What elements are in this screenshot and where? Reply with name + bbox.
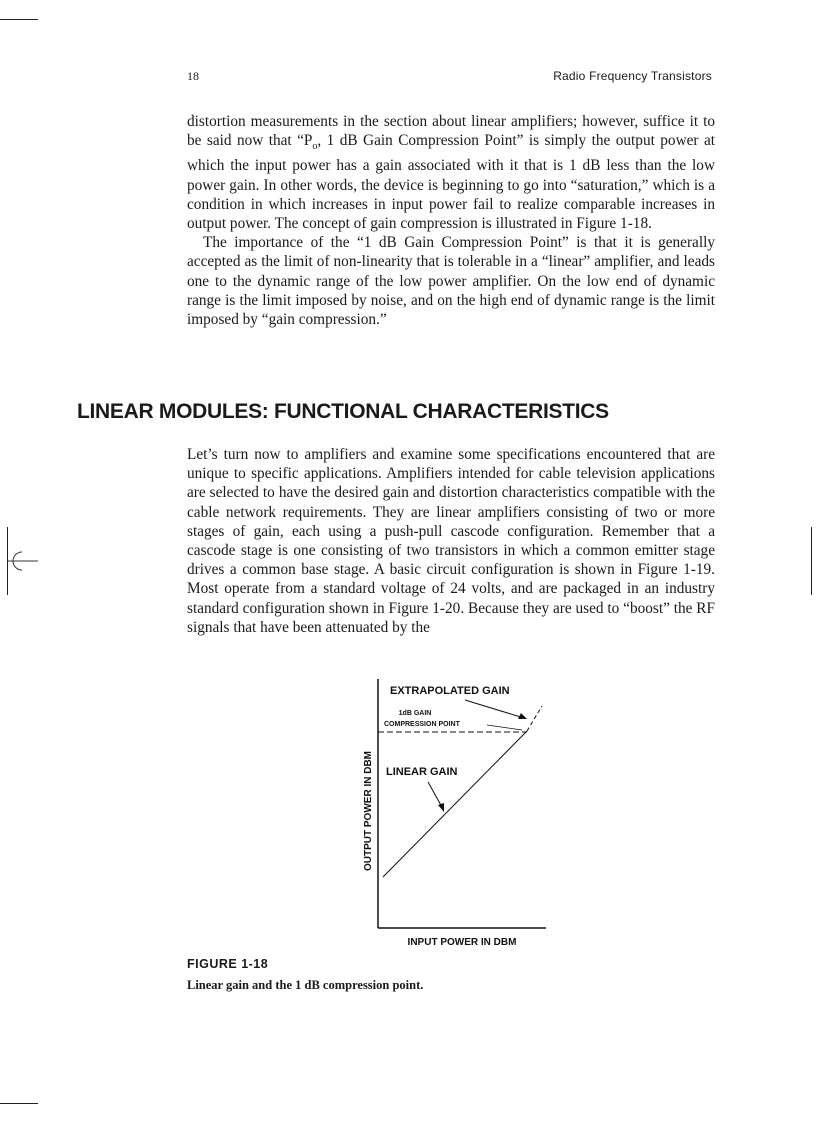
gain-compression-chart — [355, 676, 555, 952]
crop-mark-top-left — [0, 19, 38, 20]
figure-1-18 — [355, 676, 555, 952]
body-text-top — [187, 112, 715, 329]
crop-mark-bottom-left — [0, 1103, 38, 1104]
x-axis-label: INPUT POWER IN DBM — [407, 937, 517, 948]
arrow-linear-gain — [428, 782, 442, 807]
arrowhead-extrapolated-gain — [518, 713, 527, 719]
annotation-compression-line2: COMPRESSION POINT — [384, 721, 460, 728]
series-extrapolated-gain — [527, 706, 542, 731]
annotation-compression-line1: 1dB GAIN — [398, 710, 432, 717]
y-axis-label: OUTPUT POWER IN DBM — [363, 751, 374, 871]
arrow-extrapolated-gain — [465, 700, 524, 718]
arrow-compression-point — [487, 725, 522, 730]
paragraph: distortion measurements in the section about linear amplifiers; however, suffice it to be said now that “$P_o$, 1 dB Gain Compression Point” is simply the output power at which the input power has a gain associated with it that is 1 dB less than the low power gain. In other words, the device is beginning to go into “saturation,” which is a condition in which increases in input power fail to realize comparable increases in output power. The concept of gain compression is illustrated in Figure 1-18. — [187, 113, 715, 233]
running-title: Radio Frequency Transistors — [553, 69, 712, 83]
figure-label: FIGURE 1-18 — [187, 957, 269, 971]
crop-mark-right-edge — [811, 527, 812, 595]
section-heading: LINEAR MODULES: FUNCTIONAL CHARACTERISTICS — [77, 400, 609, 423]
series-linear-gain — [383, 731, 527, 877]
figure-caption: Linear gain and the 1 dB compression point. — [187, 978, 424, 992]
paragraph: Let’s turn now to amplifiers and examine some specifications encountered that are unique to specific applications. Amplifiers intended for cable television applications are selected to have the desired gain and distortion characteristics compatible with the cable network requirements. They are linear amplifiers consisting of two or more stages of gain, each using a push-pull cascode configuration. Remember that a cascode stage is one consisting of two transistors in which a common emitter stage drives a common base stage. A basic circuit configuration is shown in Figure 1-19. Most operate from a standard voltage of 24 volts, and are packaged in an industry standard configuration shown in Figure 1-20. Because they are used to “boost” the RF signals that have been attenuated by the — [187, 446, 715, 636]
body-text-section — [187, 445, 715, 637]
registration-mark-icon — [8, 548, 38, 574]
paragraph: The importance of the “1 dB Gain Compression Point” is that it is generally accepted as the limit of non-linearity that is tolerable in a “linear” amplifier, and leads one to the dynamic range of the low power amplifier. On the low end of dynamic range is the limit imposed by noise, and on the high end of dynamic range is the limit imposed by “gain compression.” — [187, 234, 715, 329]
annotation-extrapolated-gain: EXTRAPOLATED GAIN — [390, 685, 510, 697]
page-number: 18 — [187, 69, 199, 83]
annotation-linear-gain: LINEAR GAIN — [386, 766, 458, 778]
arrowhead-linear-gain — [438, 803, 444, 812]
